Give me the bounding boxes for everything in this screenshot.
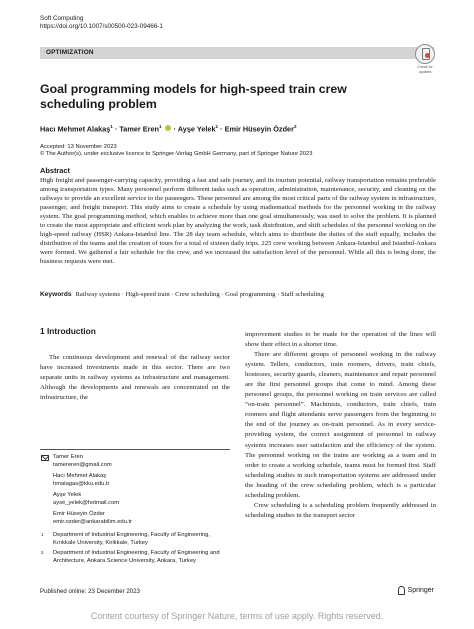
author-affiliation-mark: 1 xyxy=(215,124,219,129)
keywords xyxy=(40,291,436,298)
left-column xyxy=(40,353,230,403)
section-heading-introduction: 1 Introduction xyxy=(40,326,96,336)
author-list: Hacı Mehmet Alakaş$^1$ · Tamer Eren$^1$ · Ayşe Yelek$^1$ · Emir Hüseyin Özder$^2$ xyxy=(40,124,297,134)
envelope-icon xyxy=(41,455,49,461)
intro-paragraph: There are different groups of personnel working in the railway system. Tellers, conductors, train roomers, drivers, train chiefs, hostesses, security guards, cleaners, maintenance and repair personnel are the first personnel groups that come to mind. Among these personnel groups, the personnel working on train services are called “on-train personnel”. Machinists, conductors, train chiefs, train roomers and flight attendants serve passengers from the beginning to the end of the journey as on-train personnel. As in every service-providing system, the correct assignment of personnel in railway systems increases user satisfaction and the efficiency of the system. The personnel working on the trains are working as a team and in order to create a working schedule, teams must be formed first. Staff scheduling studies in such transportation systems are addressed under the heading of the crew scheduling problem, which is a particular scheduling problem. xyxy=(245,351,436,499)
copyright-notice: © The Author(s), under exclusive licence to Springer-Verlag GmbH Germany, part of Springer Nature 2023 xyxy=(40,151,313,158)
accepted-date: Accepted: 13 November 2023 xyxy=(40,144,117,150)
publisher-logo xyxy=(398,586,434,595)
journal-header xyxy=(40,15,163,31)
publisher-name: Springer xyxy=(407,587,434,594)
affiliation-text: Department of Industrial Engineering, Faculty of Engineering, Kırıkkale University, Kirikkale, Turkey xyxy=(53,532,210,546)
author-affiliation-mark: 1 xyxy=(158,124,162,129)
author-affiliation-mark: 2 xyxy=(293,124,297,129)
contact-name: Ayşe Yelek xyxy=(53,492,82,498)
affiliation-number: 1 xyxy=(41,532,44,537)
contact-list xyxy=(40,454,230,568)
author-affiliation-mark: 1 xyxy=(110,124,113,129)
footnote-divider xyxy=(40,449,230,450)
keywords-label: Keywords xyxy=(40,291,72,298)
check-updates-label-2: updates xyxy=(418,70,432,74)
contact-email[interactable]: emir.ozder@ankarabilim.edu.tr xyxy=(53,518,133,525)
affiliation-number: 2 xyxy=(41,550,44,555)
affiliation-text: Department of Industrial Engineering, Faculty of Engineering and Architecture, Ankara Science University, Ankara, Turkey xyxy=(53,550,220,564)
contact-email[interactable]: ayse_yelek@hotmail.com xyxy=(53,499,120,506)
check-updates-icon xyxy=(415,44,435,64)
article-dates xyxy=(40,144,312,159)
orcid-icon[interactable] xyxy=(165,125,171,131)
contact-entry xyxy=(40,473,230,488)
doi-link[interactable]: https://doi.org/10.1007/s00500-023-09466-1 xyxy=(40,23,163,31)
contact-name: Emir Hüseyin Özder xyxy=(53,511,105,517)
affiliation xyxy=(40,532,230,547)
published-online-date: Published online: 23 December 2023 xyxy=(40,588,140,595)
contact-email[interactable]: tamereren@gmail.com xyxy=(53,461,112,468)
contact-entry xyxy=(40,454,230,469)
author-name[interactable]: Hacı Mehmet Alakaş xyxy=(40,124,111,134)
contact-name: Hacı Mehmet Alakaş xyxy=(53,473,107,479)
keywords-list: Railway systems · High-speed train · Crew scheduling · Goal programming · Staff scheduling xyxy=(75,291,324,298)
abstract-text: High freight and passenger-carrying capacity, providing a fast and safe journey, and its tourism potential, railway transportation remains preferable among transportation types. Many personnel perform different tasks such as operation, administration, maintenance, security, and cleaning on the railways to provide an excellent service to the passengers. These personnel are among the most critical parts of the railway system in infrastructure, passenger, and freight transport. This study aims to create a schedule by using mathematical methods for the personnel working in the railway system. The goal programming method, which enables to achieve more than one goal simultaneously, was used to solve the problem. It is planned to create the most appropriate and efficient work plan by analyzing the work, task distribution, and shift schedules of the personnel working on the high-speed railway (HSR) Ankara-Istanbul line. The 28 day team schedule, which aims to distribute the duties of the staff equally, includes the distribution of the teams and the creation of tours for a total of sixteen daily trips. 225 crew working between Ankara-Istanbul and Istanbul-Ankara were formed. We gathered a fair schedule for the crew, and we increased the satisfaction level of the personnel. While all this is being done, the business requests were met. xyxy=(40,177,436,265)
contact-entry xyxy=(40,492,230,507)
check-updates-label-1: Check for xyxy=(417,65,433,69)
section-banner xyxy=(40,47,434,59)
intro-paragraph: The continuous development and renewal of the railway sector have increased investments made in this sector. There are two separate units in railway systems as infrastructure and management. Although the developments and renewals are concentrated on the infrastructure, the xyxy=(40,354,230,402)
author-name[interactable]: Tamer Eren xyxy=(119,124,159,134)
abstract-heading: Abstract xyxy=(40,166,70,175)
intro-paragraph: Crew scheduling is a scheduling problem frequently addressed in scheduling studies in the transport sector xyxy=(245,501,436,519)
section-label: OPTIMIZATION xyxy=(46,49,94,56)
right-column xyxy=(245,330,436,521)
courtesy-notice: Content courtesy of Springer Nature, terms of use apply. Rights reserved. xyxy=(90,611,384,621)
author-name[interactable]: Emir Hüseyin Özder xyxy=(224,124,294,134)
check-for-updates-button[interactable] xyxy=(412,44,438,74)
journal-name: Soft Computing xyxy=(40,15,84,22)
affiliation xyxy=(40,550,230,565)
springer-horse-icon xyxy=(398,586,405,595)
contact-email[interactable]: hmalagas@kku.edu.tr xyxy=(53,480,110,487)
contact-entry xyxy=(40,511,230,526)
author-name[interactable]: Ayşe Yelek xyxy=(177,124,216,134)
paper-title: Goal programming models for high-speed train crew scheduling problem xyxy=(40,82,347,111)
intro-paragraph: improvement studies to be made for the operation of the lines will show their effect in a shorter time. xyxy=(245,331,436,349)
contact-name: Tamer Eren xyxy=(53,454,83,460)
